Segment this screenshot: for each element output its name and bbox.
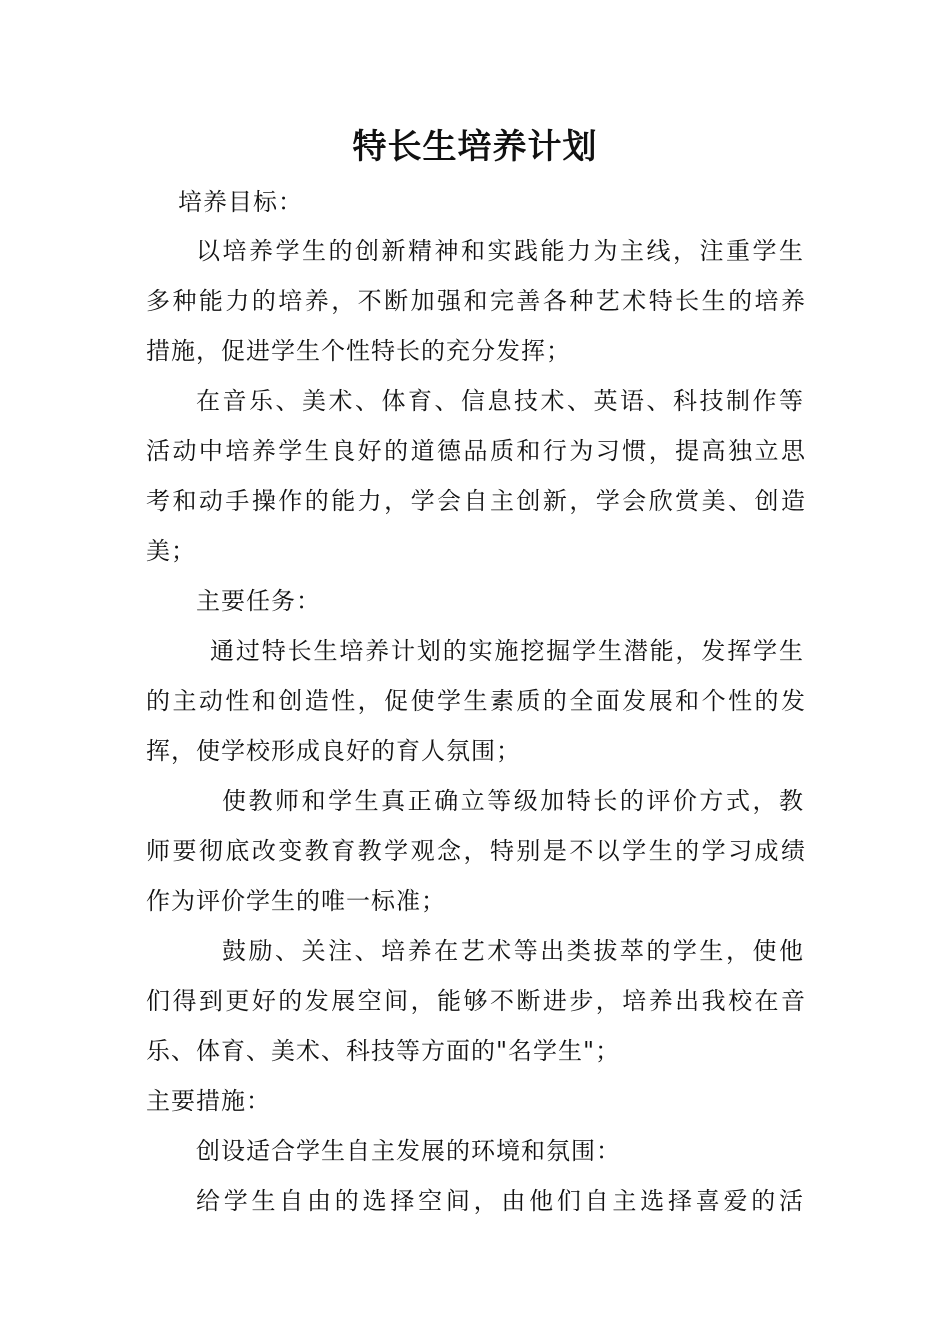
text-line: 考和动手操作的能力，学会自主创新，学会欣赏美、创造 (146, 487, 806, 515)
section-heading-measures: 主要措施： (146, 1087, 271, 1115)
text-line: 通过特长生培养计划的实施挖掘学生潜能，发挥学生 (210, 637, 804, 665)
text-line: 多种能力的培养，不断加强和完善各种艺术特长生的培养 (146, 287, 806, 315)
text-line: 美； (146, 537, 196, 565)
text-line: 作为评价学生的唯一标准； (146, 887, 446, 915)
text-line: 使教师和学生真正确立等级加特长的评价方式，教 (222, 787, 804, 815)
text-line: 鼓励、关注、培养在艺术等出类拔萃的学生，使他 (222, 937, 804, 965)
section-heading-tasks: 主要任务： (196, 587, 321, 615)
section-heading-goals: 培养目标： (178, 188, 303, 216)
text-line: 活动中培养学生良好的道德品质和行为习惯，提高独立思 (146, 437, 806, 465)
text-line: 挥，使学校形成良好的育人氛围； (146, 737, 521, 765)
text-line: 以培养学生的创新精神和实践能力为主线，注重学生 (196, 237, 804, 265)
text-line: 给学生自由的选择空间，由他们自主选择喜爱的活 (196, 1187, 804, 1215)
text-line: 创设适合学生自主发展的环境和氛围： (196, 1137, 621, 1165)
text-line: 措施，促进学生个性特长的充分发挥； (146, 337, 571, 365)
text-line: 在音乐、美术、体育、信息技术、英语、科技制作等 (196, 387, 804, 415)
text-line: 师要彻底改变教育教学观念，特别是不以学生的学习成绩 (146, 837, 806, 865)
text-line: 乐、体育、美术、科技等方面的"名学生"； (146, 1037, 621, 1065)
text-line: 的主动性和创造性，促使学生素质的全面发展和个性的发 (146, 687, 806, 715)
text-line: 们得到更好的发展空间，能够不断进步，培养出我校在音 (146, 987, 806, 1015)
document-title: 特长生培养计划 (352, 127, 598, 167)
